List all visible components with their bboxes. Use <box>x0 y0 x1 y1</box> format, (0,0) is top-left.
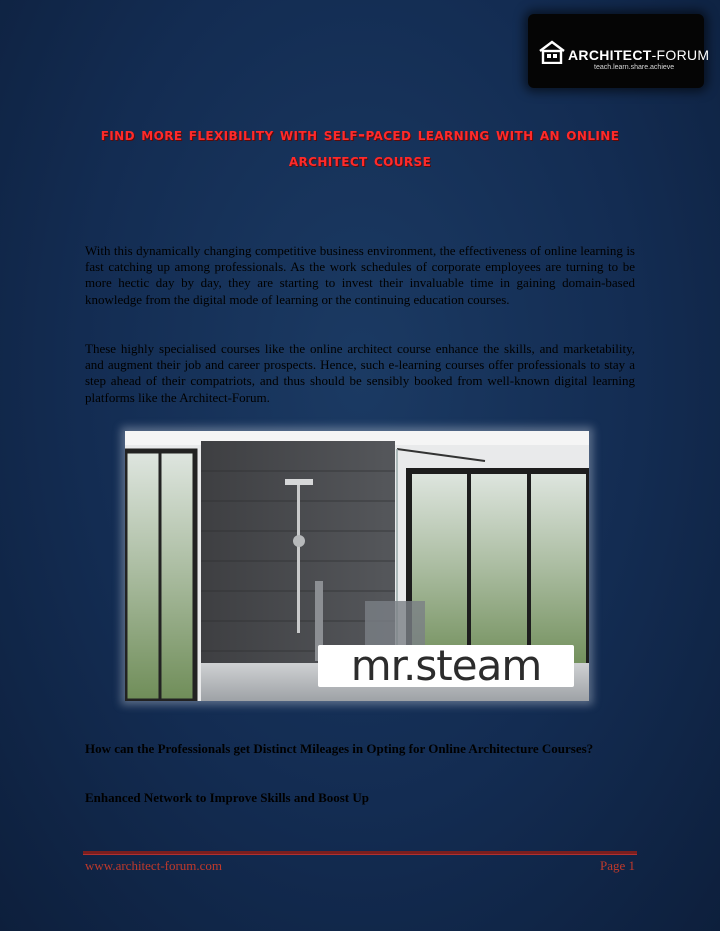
footer-page-number: Page 1 <box>599 858 635 873</box>
mr-steam-watermark: mr.steam <box>318 645 574 687</box>
page-title: find more flexibility with self-paced learning with an online architect course <box>100 125 620 171</box>
house-logo-icon <box>538 40 566 64</box>
intro-paragraph: With this dynamically changing competitive business environment, the effectiveness of online learning is fast catching up among professionals. As the work schedules of corporate employees are turning to be more hectic day by day, they are starting to invest their invaluable time in gaining domain-based knowledge from the digital mode of learning or the continuing education courses. <box>85 243 635 307</box>
second-paragraph: These highly specialised courses like the online architect course enhance the skills, and marketability, and augment their job and career prospects. Hence, such e-learning courses offer professionals to stay a step ahead of their compatriots, and thus should be sensibly booked from well-known digital learning platforms like the Architect-Forum. <box>85 341 635 405</box>
section-heading-distinct-mileages: How can the Professionals get Distinct Mileages in Opting for Online Architecture Courses? <box>85 741 594 756</box>
logo-name-thin: -FORUM <box>651 47 710 63</box>
logo-name <box>568 47 709 63</box>
footer-divider <box>83 851 637 855</box>
section-heading-enhanced-network: Enhanced Network to Improve Skills and Boost Up <box>85 790 370 805</box>
footer-url-link[interactable]: www.architect-forum.com <box>85 858 223 873</box>
architect-forum-logo[interactable] <box>528 14 710 88</box>
logo-name-bold: ARCHITECT <box>568 47 652 63</box>
logo-tagline: teach.learn.share.achieve <box>594 64 675 71</box>
